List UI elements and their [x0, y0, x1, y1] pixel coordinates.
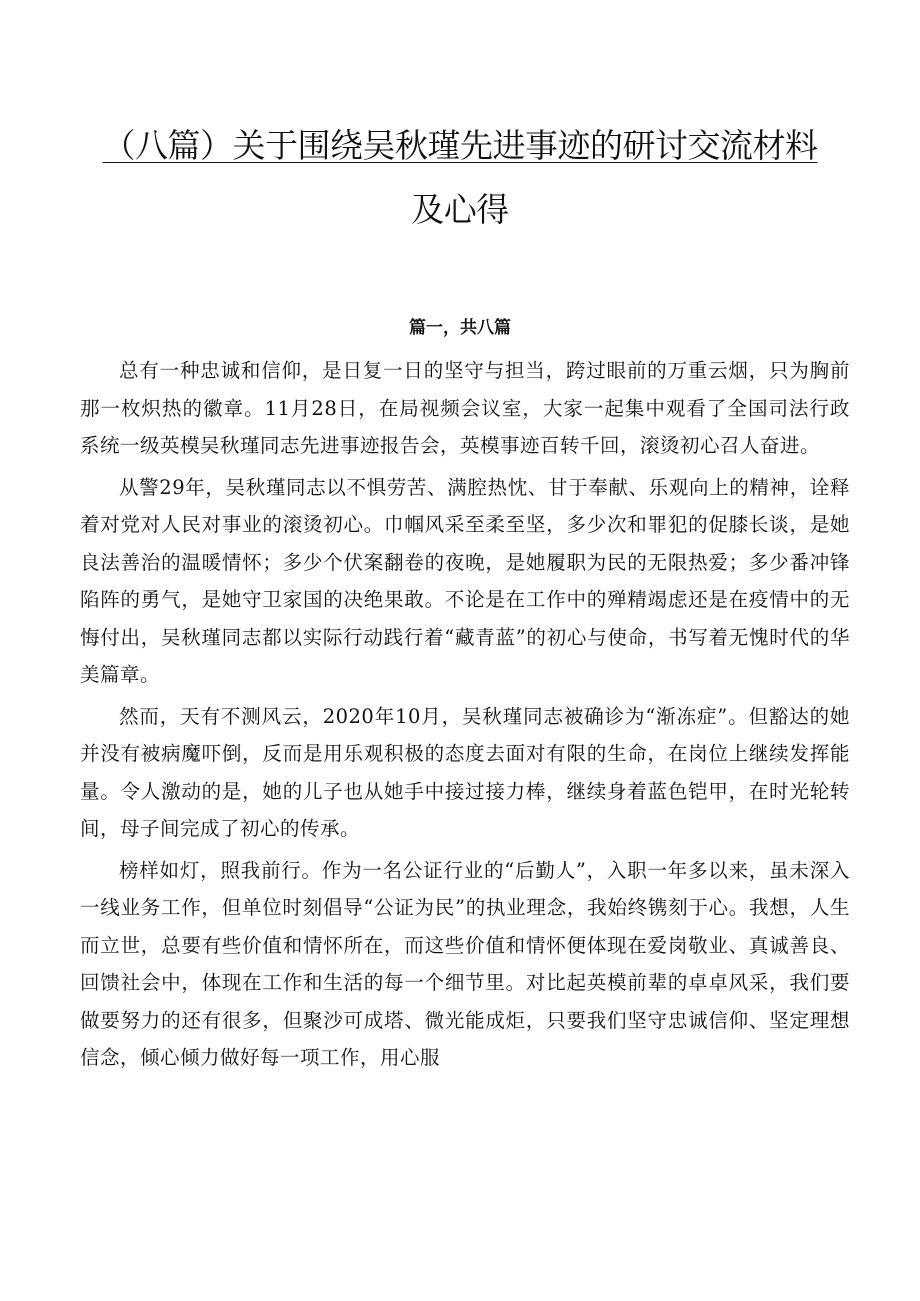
- title-line-1: （八篇）关于围绕吴秋瑾先进事迹的研讨交流材料: [102, 126, 818, 165]
- paragraph-4: 榜样如灯，照我前行。作为一名公证行业的“后勤人”，入职一年多以来，虽未深入一线业务工作，但单位时刻倡导“公证为民”的执业理念，我始终镌刻于心。我想，人生而立世，总要有些价值和情怀所在，而这些价值和情怀便体现在爱岗敬业、真诚善良、回馈社会中，体现在工作和生活的每一个细节里。对比起英模前辈的卓卓风采，我们要做要努力的还有很多，但聚沙可成塔、微光能成炬，只要我们坚守忠诚信仰、坚定理想信念，倾心倾力做好每一项工作，用心服: [80, 858, 850, 1069]
- paragraph-3: 然而，天有不测风云，2020年10月，吴秋瑾同志被确诊为“渐冻症”。但豁达的她并没有被病魔吓倒，反而是用乐观积极的态度去面对有限的生命，在岗位上继续发挥能量。令人激动的是，她的儿子也从她手中接过接力棒，继续身着蓝色铠甲，在时光轮转间，母子间完成了初心的传承。: [80, 704, 850, 840]
- paragraph-2: 从警29年，吴秋瑾同志以不惧劳苦、满腔热忱、甘于奉献、乐观向上的精神，诠释着对党对人民对事业的滚烫初心。巾帼风采至柔至坚，多少次和罪犯的促膝长谈，是她良法善治的温暖情怀；多少个伏案翻卷的夜晚，是她履职为民的无限热爱；多少番冲锋陷阵的勇气，是她守卫家国的决绝果敢。不论是在工作中的殚精竭虑还是在疫情中的无悔付出，吴秋瑾同志都以实际行动践行着“藏青蓝”的初心与使命，书写着无愧时代的华美篇章。: [80, 475, 850, 686]
- body-text: [80, 352, 850, 1081]
- paragraph-1: 总有一种忠诚和信仰，是日复一日的坚守与担当，跨过眼前的万重云烟，只为胸前那一枚炽热的徽章。11月28日，在局视频会议室，大家一起集中观看了全国司法行政系统一级英模吴秋瑾同志先进事迹报告会，英模事迹百转千回，滚烫初心召人奋进。: [80, 359, 850, 457]
- section-heading: 篇一，共八篇: [409, 318, 511, 338]
- title-line-2: 及心得: [411, 190, 509, 230]
- document-title: [80, 128, 840, 229]
